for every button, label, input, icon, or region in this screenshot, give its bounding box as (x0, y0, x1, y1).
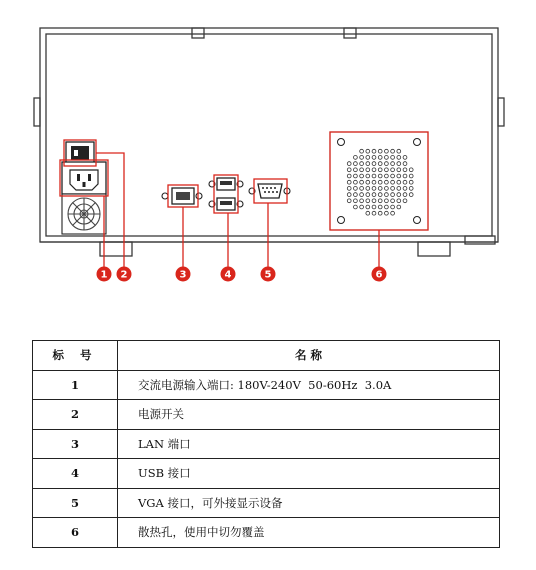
row-desc: 散热孔，使用中切勿覆盖 (118, 518, 500, 548)
row-desc: USB 接口 (118, 459, 500, 489)
callout-1 (97, 267, 112, 282)
svg-text:6: 6 (375, 269, 383, 281)
vga-port-icon (249, 184, 290, 198)
table-header-row (33, 341, 500, 371)
svg-text:2: 2 (120, 269, 128, 281)
row-id: 1 (33, 370, 118, 400)
row-desc: 电源开关 (118, 400, 500, 430)
svg-text:3: 3 (179, 269, 187, 281)
svg-text:4: 4 (224, 269, 232, 281)
table-row (33, 429, 500, 459)
row-id: 4 (33, 459, 118, 489)
svg-text:5: 5 (264, 269, 272, 281)
callout-3 (176, 267, 191, 282)
table-row (33, 370, 500, 400)
table-row (33, 488, 500, 518)
callout-4 (221, 267, 236, 282)
power-switch-icon (66, 142, 94, 164)
callout-5 (261, 267, 276, 282)
header-name: 名 称 (118, 341, 500, 371)
row-id: 3 (33, 429, 118, 459)
svg-text:1: 1 (100, 269, 108, 281)
table-row (33, 459, 500, 489)
vent-grille (330, 132, 428, 230)
row-desc: LAN 端口 (118, 429, 500, 459)
table-row (33, 400, 500, 430)
row-id: 6 (33, 518, 118, 548)
table-row (33, 518, 500, 548)
callout-6 (372, 267, 387, 282)
row-desc: 交流电源输入端口: 180V-240V 50-60Hz 3.0A (118, 370, 500, 400)
power-inlet-icon (62, 162, 106, 194)
header-id: 标 号 (33, 341, 118, 371)
row-id: 5 (33, 488, 118, 518)
port-description-table (32, 340, 500, 548)
callout-markers (97, 267, 387, 282)
fan-icon (62, 194, 106, 234)
callout-2 (117, 267, 132, 282)
row-desc: VGA 接口，可外接显示设备 (118, 488, 500, 518)
row-id: 2 (33, 400, 118, 430)
